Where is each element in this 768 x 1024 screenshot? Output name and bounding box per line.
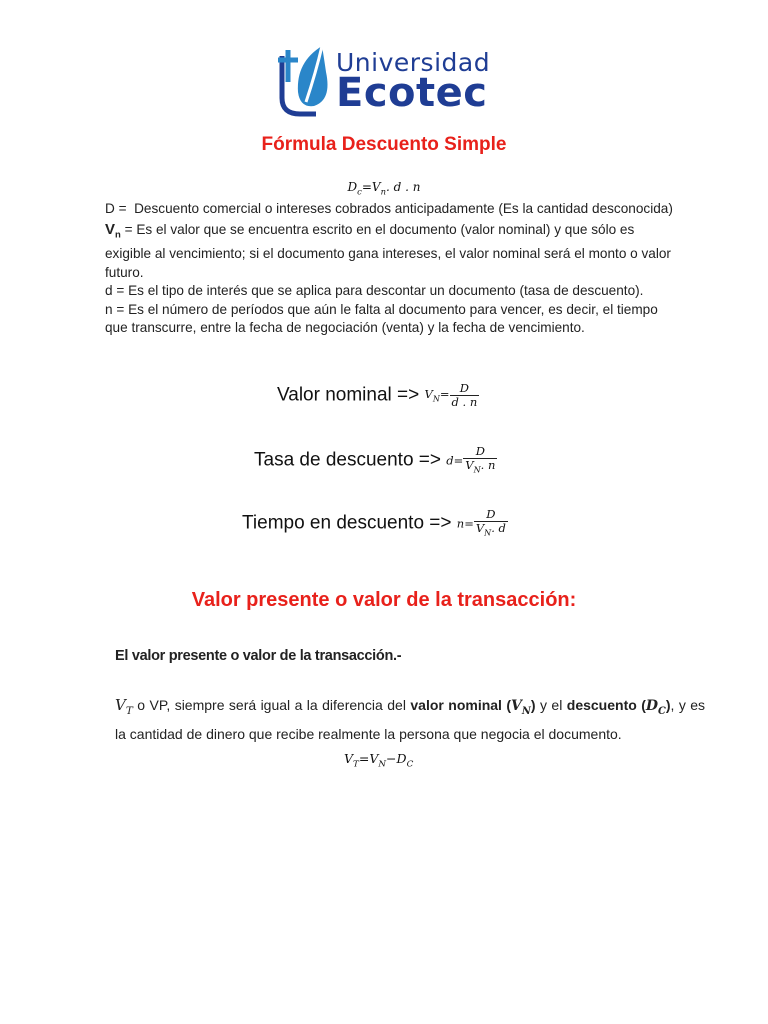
definition-n: n = Es el número de períodos que aún le falta al documento para vencer, es decir, el tiempo que transcurre, entre la fecha de negociación (venta) y la fecha de vencimiento. bbox=[105, 301, 658, 336]
logo-word-universidad: Universidad bbox=[336, 48, 491, 77]
equation-tiempo-descuento: Tiempo en descuento => n= $\frac{D}{V_N. d}$ bbox=[242, 507, 506, 538]
section1-title: Fórmula Descuento Simple bbox=[261, 134, 507, 155]
definition-small-d: d = Es el tipo de interés que se aplica para descontar un documento (tasa de descuento). bbox=[105, 283, 644, 299]
definition-vn: $V_n = Es$ el valor que se encuentra escrito en el documento (valor nominal) y que sólo es exigible al vencimiento; si el documento gana intereses, el valor nominal será el monto o valor futuro. bbox=[105, 220, 671, 280]
equation-valor-nominal: Valor nominal => $V_N=$ $\frac{D}{d . n}$ bbox=[277, 381, 478, 409]
section2-title: Valor presente o valor de la transacción: bbox=[191, 589, 577, 611]
equation-tasa-descuento: Tasa de descuento => d= $\frac{D}{V_N. n}$ bbox=[254, 444, 496, 475]
section2-heading: El valor presente o valor de la transacción.- bbox=[115, 648, 402, 664]
definitions-list bbox=[105, 200, 680, 338]
section2-paragraph: $V_T$ o VP, siempre será igual a la diferencia del valor nominal $(V_N)$ y el descuento $(D_C)$, y es la cantidad de dinero que recibe realmente la persona que negocia el documento. bbox=[115, 696, 706, 742]
present-value-formula: $V_T=V_N-D_C$ bbox=[344, 751, 414, 770]
discount-formula: $D_c=V_n$. d . n bbox=[347, 180, 421, 197]
logo-word-ecotec: Ecotec bbox=[336, 70, 488, 116]
definition-d: D = Descuento comercial o intereses cobrados anticipadamente (Es la cantidad desconocida) bbox=[105, 201, 673, 216]
ecotec-emblem-icon bbox=[276, 42, 336, 120]
